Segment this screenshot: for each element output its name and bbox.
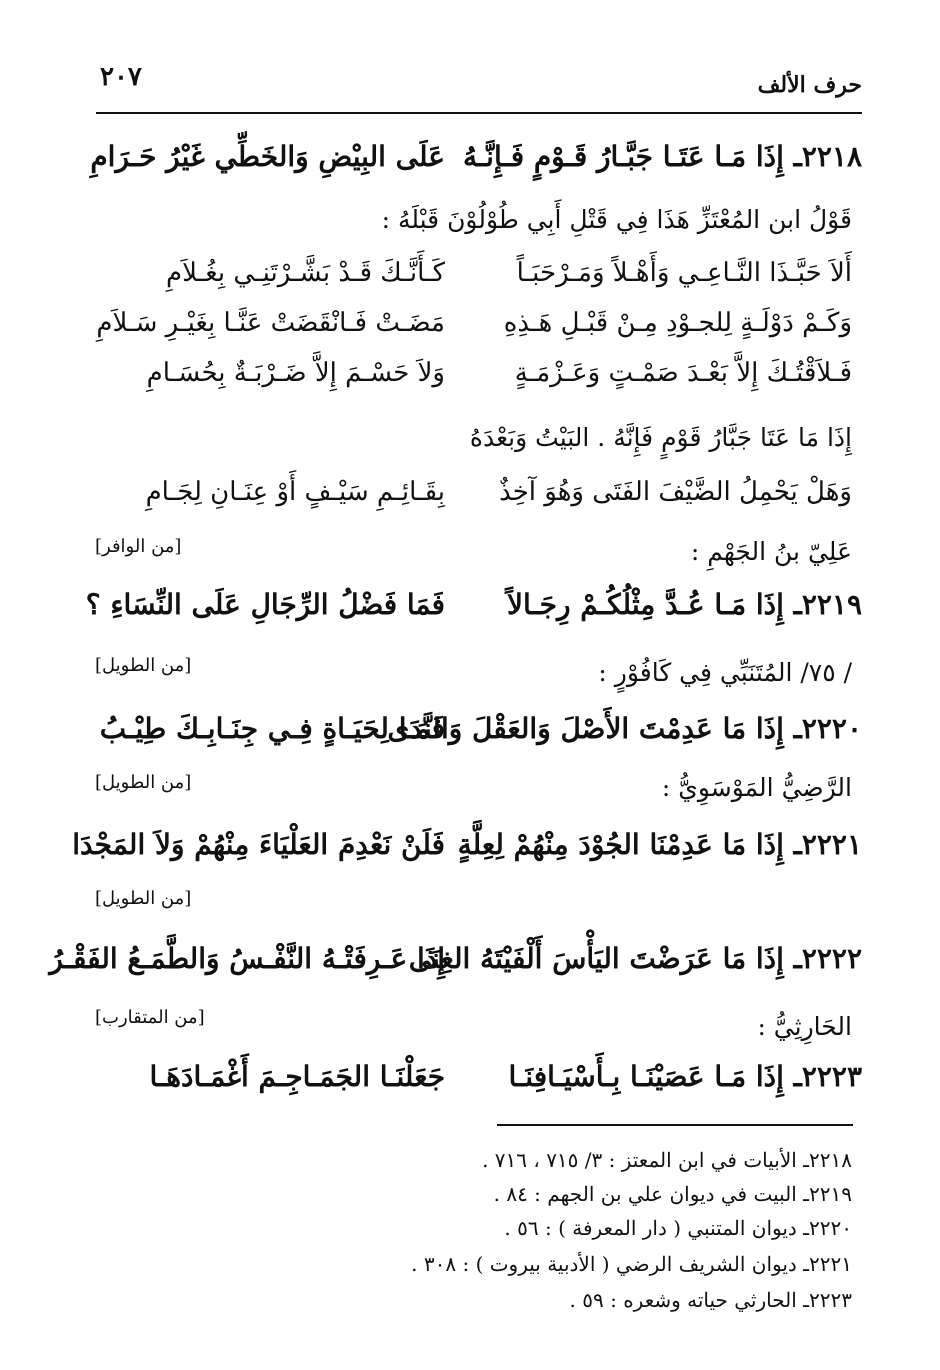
- entry-2218-verse-2-first: وَكَـمْ دَوْلَـةٍ لِلجـوْدِ مِـنْ قَبْـلِ هَـذِهِ: [503, 308, 852, 338]
- entry-2222-heading-first-hemistich: ٢٢٢٢ـ إِذَا مَا عَرَضْتَ اليَأْسَ أَلْفَيْتَهُ الغِنَى: [408, 942, 862, 975]
- entry-2218-intro: قَوْلُ ابن المُعْتَزِّ هَذَا فِي قَتْلِ أَبِي طُوْلُوْنَ قَبْلَهُ :: [381, 205, 852, 234]
- entry-2218-heading-second-hemistich: عَلَى البِيْضِ وَالخَطِّي غَيْرُ حَـرَامِ: [90, 140, 445, 173]
- entry-2218-repeat-line: إِذَا مَا عَتَا جَبَّارُ قَوْمٍ فَإِنَّهُ . البَيْتُ وَبَعْدَهُ: [469, 423, 852, 452]
- entry-2220-intro: / ٧٥/ المُتَنَبِّي فِي كَافُوْرٍ :: [598, 658, 852, 687]
- entry-2221-meter: [من الطويل]: [95, 772, 192, 793]
- header-divider: [96, 112, 862, 114]
- entry-2218-verse-3-second: وَلاَ حَسْـمَ إِلاَّ ضَـرْبَـةٌ بِحُسَـامِ: [146, 358, 445, 388]
- footnote-2220: ٢٢٢٠ـ ديوان المتنبي ( دار المعرفة ) : ٥٦ .: [504, 1216, 852, 1240]
- entry-2219-heading-first-hemistich: ٢٢١٩ـ إِذَا مَـا عُـدَّ مِثْلُكُـمْ رِجَـالاً: [506, 588, 862, 621]
- footnote-2221: ٢٢٢١ـ ديوان الشريف الرضي ( الأدبية بيروت ) : ٣٠٨ .: [411, 1252, 852, 1276]
- page-number: ٢٠٧: [100, 62, 142, 92]
- entry-2221-heading-second-hemistich: فَلَنْ نَعْدِمَ العَلْيَاءَ مِنْهُمْ وَلاَ المَجْدَا: [72, 828, 445, 861]
- footnotes-divider: [497, 1124, 853, 1126]
- entry-2223-heading-first-hemistich: ٢٢٢٣ـ إِذَا مَـا عَصَيْنَـا بِـأَسْيَـافِنَـا: [508, 1060, 862, 1093]
- footnote-2223: ٢٢٢٣ـ الحارثي حياته وشعره : ٥٩ .: [569, 1288, 852, 1312]
- entry-2222-heading-second-hemistich: إِذَا عَـرِفَتْـهُ النَّفْـسُ وَالطَّمَـعُ الفَقْـرُ: [49, 942, 445, 975]
- entry-2220-meter: [من الطويل]: [95, 655, 192, 676]
- entry-2221-intro: الرَّضِيُّ المَوْسَوِيُّ :: [661, 773, 852, 802]
- entry-2218-verse-1-second: كَـأَنَّـكَ قَـدْ بَشَّـرْتَنِـي بِغُـلاَمِ: [166, 258, 445, 288]
- footnote-2219: ٢٢١٩ـ البيت في ديوان علي بن الجهم : ٨٤ .: [493, 1182, 852, 1206]
- entry-2221-heading-first-hemistich: ٢٢٢١ـ إِذَا مَا عَدِمْنَا الجُوْدَ مِنْهُمْ لِعِلَّةٍ: [457, 828, 862, 861]
- entry-2222-meter: [من الطويل]: [95, 888, 192, 909]
- entry-2218-verse-1-first: أَلاَ حَبَّـذَا النَّـاعِـي وَأَهْـلاً وَمَـرْحَبَـاً: [516, 258, 852, 288]
- entry-2219-meter: [من الوافر]: [95, 536, 182, 557]
- entry-2220-heading-first-hemistich: ٢٢٢٠ـ إِذَا مَا عَدِمْتَ الأَصْلَ وَالعَقْلَ وَالنَّدَى: [387, 712, 862, 745]
- entry-2220-heading-second-hemistich: فَمَـا لِحَيَـاةٍ فِـي جِنَـابِـكَ طِيْـبُ: [99, 712, 445, 745]
- entry-2218-verse-3-first: فَـلاَقْتُـكَ إِلاَّ بَعْـدَ صَمْـتٍ وَعَـزْمَـةٍ: [514, 358, 852, 388]
- entry-2223-intro: الحَارِثِيُّ :: [757, 1012, 852, 1041]
- entry-2218-after-verse-second: بِقَـائِـمِ سَيْـفٍ أَوْ عِنَـانِ لِجَـامِ: [145, 477, 445, 507]
- entry-2218-after-verse-first: وَهَلْ يَحْمِلُ الضَّيْفَ الفَتَى وَهُوَ آخِذٌ: [499, 477, 852, 507]
- footnote-2218: ٢٢١٨ـ الأبيات في ابن المعتز : ٣/ ٧١٥ ، ٧١٦ .: [482, 1148, 852, 1172]
- entry-2223-heading-second-hemistich: جَعَلْنَـا الجَمَـاجِـمَ أَغْمَـادَهَـا: [149, 1060, 445, 1093]
- entry-2223-meter: [من المتقارب]: [95, 1007, 205, 1028]
- page-header-title: حرف الألف: [757, 72, 862, 98]
- entry-2218-verse-2-second: مَضَـتْ فَـانْقَضَتْ عَنَّـا بِغَيْـرِ سَـلاَمِ: [96, 308, 445, 338]
- entry-2218-heading-first-hemistich: ٢٢١٨ـ إِذَا مَـا عَتَـا جَبَّـارُ قَـوْمٍ فَـإِنَّـهُ: [462, 140, 862, 173]
- entry-2219-heading-second-hemistich: فَمَا فَضْلُ الرِّجَالِ عَلَى النِّسَاءِ ؟: [85, 588, 445, 621]
- entry-2219-intro: عَلِيّ بنُ الجَهْمِ :: [690, 537, 852, 566]
